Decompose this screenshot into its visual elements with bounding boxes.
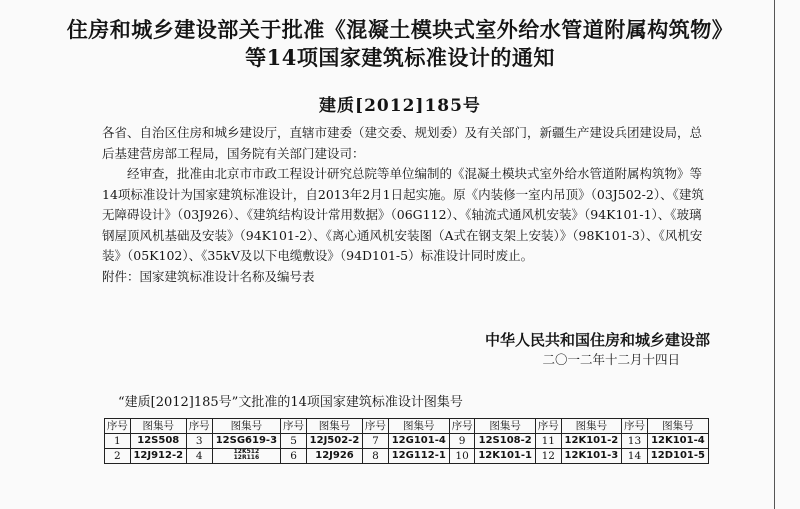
issue-date: 二〇一二年十二月十四日 bbox=[542, 352, 680, 367]
addressee-paragraph: 各省、自治区住房和城乡建设厅，直辖市建委（建交委、规划委）及有关部门，新疆生产建设兵团建设局，总后基建营房部工程局，国务院有关部门建设司： bbox=[102, 125, 703, 161]
atlas-code-cell: 12SG619-3 bbox=[212, 434, 281, 449]
seq-header: 序号 bbox=[105, 419, 131, 434]
seq-cell: 3 bbox=[186, 434, 212, 449]
standards-table bbox=[104, 418, 709, 464]
seq-cell: 12 bbox=[535, 449, 561, 464]
atlas-code-cell: 12K101-2 bbox=[561, 434, 622, 449]
table-caption: “建质[2012]185号”文批准的14项国家建筑标准设计图集号 bbox=[118, 395, 463, 410]
code-header: 图集号 bbox=[388, 419, 449, 434]
seq-cell: 11 bbox=[535, 434, 561, 449]
atlas-code-cell bbox=[212, 449, 281, 464]
seq-cell: 4 bbox=[186, 449, 212, 464]
document-number: 建质[2012]185号 bbox=[319, 96, 481, 116]
atlas-code-cell: 12J912-2 bbox=[130, 449, 186, 464]
page-edge-line bbox=[774, 0, 775, 509]
atlas-code-cell: 12J502-2 bbox=[306, 434, 362, 449]
atlas-code-cell: 12S108-2 bbox=[475, 434, 536, 449]
atlas-code-cell: 12K101-3 bbox=[561, 449, 622, 464]
notice-body bbox=[102, 123, 714, 287]
atlas-code-cell: 12K101-1 bbox=[475, 449, 536, 464]
code-header: 图集号 bbox=[647, 419, 708, 434]
atlas-code-cell: 12G101-4 bbox=[388, 434, 449, 449]
issuing-authority: 中华人民共和国住房和城乡建设部 bbox=[484, 331, 710, 349]
seq-header: 序号 bbox=[363, 419, 389, 434]
attachment-line: 附件：国家建筑标准设计名称及编号表 bbox=[102, 268, 315, 284]
seq-cell: 6 bbox=[281, 449, 307, 464]
seq-cell: 9 bbox=[449, 434, 475, 449]
code-header: 图集号 bbox=[212, 419, 281, 434]
notice-title: 住房和城乡建设部关于批准《混凝土模块式室外给水管道附属构筑物》等14项国家建筑标准设计的通知 bbox=[66, 17, 734, 70]
seq-header: 序号 bbox=[281, 419, 307, 434]
code-header: 图集号 bbox=[130, 419, 186, 434]
code-header: 图集号 bbox=[306, 419, 362, 434]
atlas-code-cell: 12D101-5 bbox=[647, 449, 708, 464]
seq-cell: 14 bbox=[622, 449, 648, 464]
table-row bbox=[105, 434, 709, 449]
seq-header: 序号 bbox=[449, 419, 475, 434]
seq-header: 序号 bbox=[622, 419, 648, 434]
atlas-code-cell: 12J926 bbox=[306, 449, 362, 464]
code-header: 图集号 bbox=[561, 419, 622, 434]
seq-cell: 1 bbox=[105, 434, 131, 449]
atlas-code-cell: 12G112-1 bbox=[388, 449, 449, 464]
seq-cell: 13 bbox=[622, 434, 648, 449]
table-header-row bbox=[105, 419, 709, 434]
seq-header: 序号 bbox=[535, 419, 561, 434]
stacked-code: 12K512 12R116 bbox=[233, 448, 260, 461]
seq-cell: 7 bbox=[363, 434, 389, 449]
atlas-code-cell: 12S508 bbox=[130, 434, 186, 449]
code-header: 图集号 bbox=[475, 419, 536, 434]
table-row bbox=[105, 449, 709, 464]
seq-header: 序号 bbox=[186, 419, 212, 434]
seq-cell: 8 bbox=[363, 449, 389, 464]
atlas-code-cell: 12K101-4 bbox=[647, 434, 708, 449]
seq-cell: 10 bbox=[449, 449, 475, 464]
seq-cell: 5 bbox=[281, 434, 307, 449]
seq-cell: 2 bbox=[105, 449, 131, 464]
approval-paragraph: 经审查，批准由北京市市政工程设计研究总院等单位编制的《混凝土模块式室外给水管道附属构筑物》等14项标准设计为国家建筑标准设计，自2013年2月1日起实施。原《内装修一室内吊顶》（03J502-2）、《建筑无障碍设计》（03J926）、《建筑结构设计常用数据》（06G112）、《轴流式通风机安装》（94K101-1）、《玻璃钢屋顶风机基础及安装》（94K101-2）、《离心通风机安装图（A式在钢支架上安装）》（98K101-3）、《风机安装》（05K102）、《35kV及以下电缆敷设》（94D101-5）标准设计同时废止。 bbox=[102, 166, 704, 263]
